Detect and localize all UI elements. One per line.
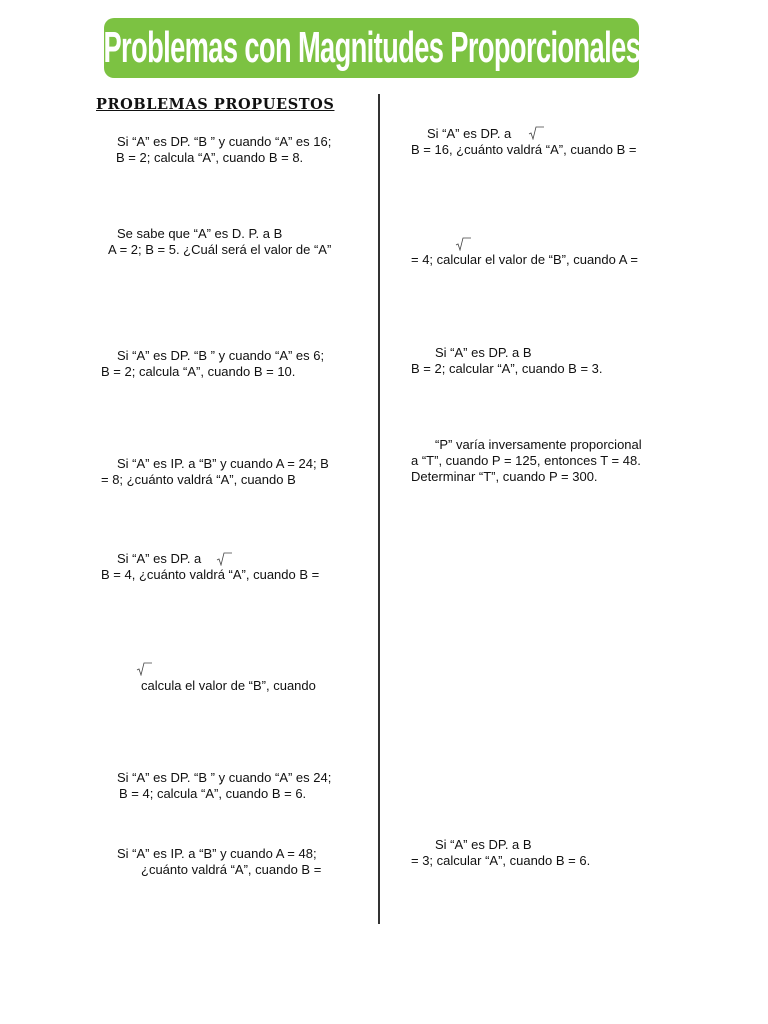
problem-left-3 [101,348,324,380]
problem-left-8 [101,846,321,878]
problem-line: B = 16, ¿cuánto valdrá “A”, cuando B = [411,142,637,157]
square-root-icon [216,552,232,566]
problem-left-4 [101,456,329,488]
problem-line: a “T”, cuando P = 125, entonces T = 48. [411,453,641,468]
problem-line: “P” varía inversamente proporcional [435,437,642,452]
problem-right-2 [411,252,638,268]
problem-line: B = 2; calcula “A”, cuando B = 10. [101,364,296,379]
problem-line: = 4; calcular el valor de “B”, cuando A = [411,252,638,267]
problem-line: = 3; calcular “A”, cuando B = 6. [411,853,591,868]
problem-left-7 [101,770,331,802]
problem-line: B = 2; calcula “A”, cuando B = 8. [116,150,304,165]
problem-line: Si “A” es DP. a B [435,345,532,360]
square-root-icon [455,237,471,251]
problem-left-2 [101,226,331,258]
section-heading: PROBLEMAS PROPUESTOS [96,96,335,113]
problem-line: B = 4, ¿cuánto valdrá “A”, cuando B = [101,567,320,582]
title-banner [104,18,639,78]
problem-line: Se sabe que “A” es D. P. a B [117,226,283,241]
problem-line: Determinar “T”, cuando P = 300. [411,469,598,484]
problem-line: B = 2; calcular “A”, cuando B = 3. [411,361,603,376]
problem-right-5 [411,837,590,869]
square-root-icon [528,126,544,140]
square-root-icon [136,662,152,676]
problem-left-5 [101,551,319,583]
problem-line: = 8; ¿cuánto valdrá “A”, cuando B [101,472,296,487]
problem-line: Si “A” es DP. “B ” y cuando “A” es 6; [117,348,325,363]
problem-left-1 [101,134,331,166]
page-title: Problemas con Magnitudes Proporcionales [103,23,640,72]
problem-line: A = 2; B = 5. ¿Cuál será el valor de “A” [108,242,332,257]
problem-line: Si “A” es IP. a “B” y cuando A = 24; B [117,456,329,471]
problem-line: Si “A” es DP. a B [435,837,532,852]
problem-right-4 [411,437,642,485]
problem-right-3 [411,345,603,377]
problem-line: B = 4; calcula “A”, cuando B = 6. [119,786,307,801]
problem-line: Si “A” es IP. a “B” y cuando A = 48; [117,846,317,861]
problem-line: Si “A” es DP. a [427,126,512,141]
problem-line: Si “A” es DP. “B ” y cuando “A” es 16; [117,134,332,149]
problem-line: Si “A” es DP. “B ” y cuando “A” es 24; [117,770,332,785]
problem-line: ¿cuánto valdrá “A”, cuando B = [141,862,322,877]
problem-line: Si “A” es DP. a [117,551,202,566]
problem-line: calcula el valor de “B”, cuando [141,678,316,693]
problem-right-1 [411,126,636,158]
problem-left-6 [141,678,316,694]
column-divider [378,94,380,924]
